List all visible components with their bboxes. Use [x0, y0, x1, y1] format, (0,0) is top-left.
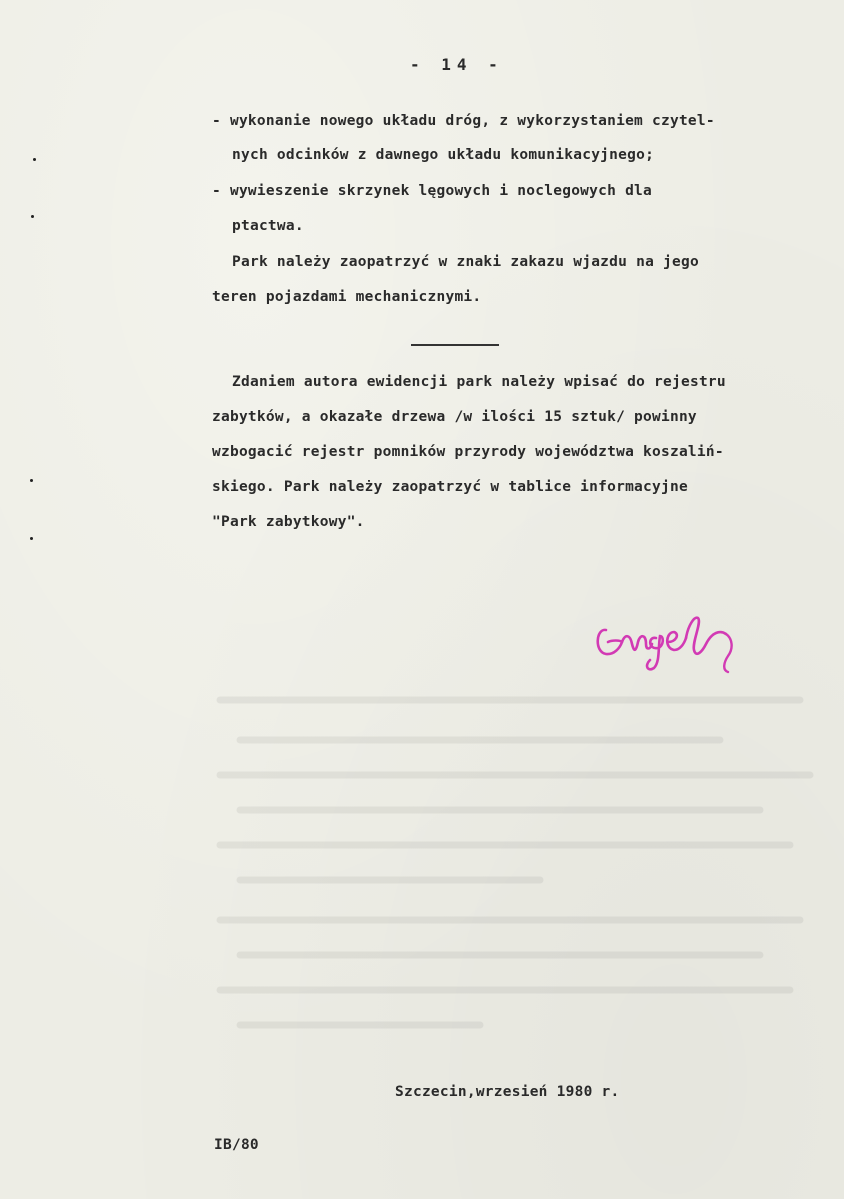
reference-code: IB/80: [214, 1137, 259, 1153]
place-and-date: Szczecin,wrzesień 1980 r.: [395, 1084, 620, 1100]
paragraph-1-line-1: Park należy zaopatrzyć w znaki zakazu wjazdu na jego: [232, 254, 699, 270]
paragraph-2-line-5: "Park zabytkowy".: [212, 514, 365, 530]
punch-mark-2: [31, 215, 34, 218]
paragraph-2-line-1: Zdaniem autora ewidencji park należy wpisać do rejestru: [232, 374, 726, 390]
bullet-line-2: nych odcinków z dawnego układu komunikacyjnego;: [232, 147, 655, 163]
show-through-text-background: [200, 680, 820, 1060]
page-number: - 14 -: [410, 55, 504, 74]
bullet-line-1: - wykonanie nowego układu dróg, z wykorzystaniem czytel-: [212, 113, 715, 129]
bullet-line-3: - wywieszenie skrzynek lęgowych i noclegowych dla: [212, 183, 653, 199]
punch-mark-1: [33, 158, 36, 161]
punch-mark-3: [30, 479, 33, 482]
section-divider: [411, 344, 499, 346]
bullet-line-4: ptactwa.: [232, 218, 304, 234]
handwritten-signature: [592, 608, 742, 678]
paragraph-1-line-2: teren pojazdami mechanicznymi.: [212, 289, 482, 305]
paragraph-2-line-4: skiego. Park należy zaopatrzyć w tablice informacyjne: [212, 479, 688, 495]
punch-mark-4: [30, 537, 33, 540]
paragraph-2-line-3: wzbogacić rejestr pomników przyrody województwa koszaliń-: [212, 444, 724, 460]
paragraph-2-line-2: zabytków, a okazałe drzewa /w ilości 15 sztuk/ powinny: [212, 409, 697, 425]
